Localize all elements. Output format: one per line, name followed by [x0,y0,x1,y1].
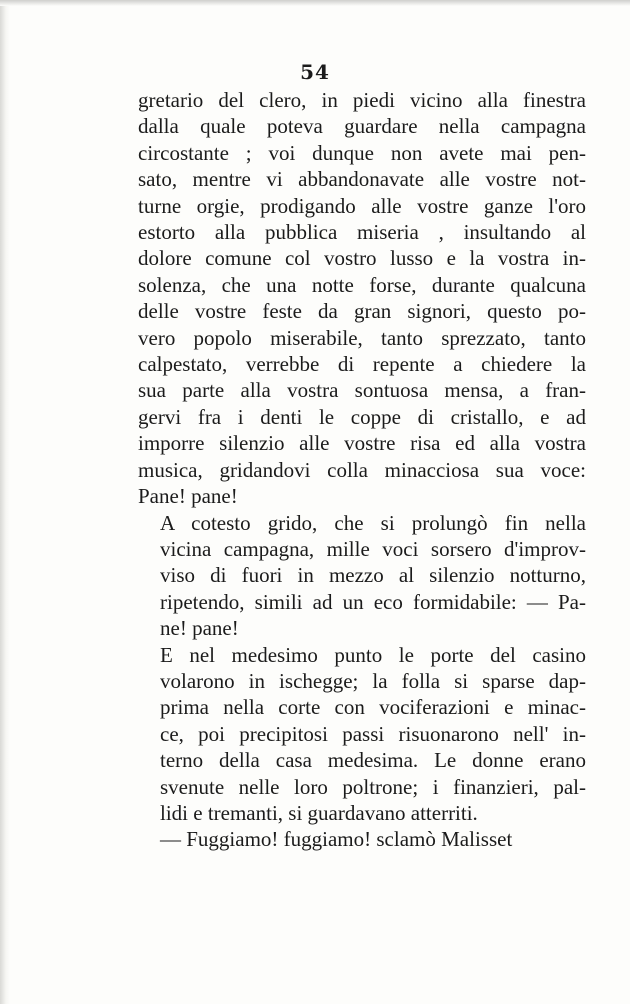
text-line: turne orgie, prodigando alle vostre ganze l'oro [138,193,586,218]
text-line: delle vostre feste da gran signori, questo po- [138,299,586,324]
text-line: estorto alla pubblica miseria , insultando al [138,220,586,245]
text-line: ne! pane! [160,616,239,641]
page-top-edge [0,0,630,6]
paragraph [138,642,586,827]
text-line: ripetendo, simili ad un eco formidabile: — Pa- [160,589,586,614]
paragraph [138,826,586,852]
text-line: calpestato, verrebbe di repente a chiedere la [138,352,586,377]
paragraph [138,87,586,510]
text-line: vero popolo miserabile, tanto sprezzato, tanto [138,325,586,350]
page-number: 54 [300,60,330,84]
text-line: viso di fuori in mezzo al silenzio notturno, [160,563,586,588]
text-line: gervi fra i denti le coppe di cristallo, e ad [138,404,586,429]
text-line: solenza, che una notte forse, durante qualcuna [138,272,586,297]
text-line: circostante ; voi dunque non avete mai pen- [138,140,586,165]
text-line: A cotesto grido, che si prolungò fin nella [160,510,586,535]
text-line: musica, gridandovi colla minacciosa sua voce: [138,457,586,482]
text-line: Pane! pane! [138,484,238,509]
text-line: ce, poi precipitosi passi risuonarono nell' in- [160,721,586,746]
text-line: lidi e tremanti, si guardavano atterriti. [160,800,478,825]
text-line: — Fuggiamo! fuggiamo! sclamò Malisset [160,827,513,852]
text-line: E nel medesimo punto le porte del casino [160,642,586,667]
text-line: vicina campagna, mille voci sorsero d'improv- [160,536,586,561]
text-line: svenute nelle loro poltrone; i finanzieri, pal- [160,774,586,799]
text-line: prima nella corte con vociferazioni e minac- [160,695,586,720]
body-text [138,87,586,853]
paragraph [138,510,586,642]
page-left-edge [0,0,10,1004]
text-line: dolore comune col vostro lusso e la vostra in- [138,246,586,271]
text-line: volarono in ischegge; la folla si sparse dap- [160,668,586,693]
text-line: gretario del clero, in piedi vicino alla finestra [138,88,586,112]
text-line: terno della casa medesima. Le donne erano [160,748,586,773]
text-line: sua parte alla vostra sontuosa mensa, a fran- [138,378,586,403]
text-line: dalla quale poteva guardare nella campagna [138,114,586,139]
text-line: sato, mentre vi abbandonavate alle vostre not- [138,167,586,192]
text-line: imporre silenzio alle vostre risa ed alla vostra [138,431,586,456]
